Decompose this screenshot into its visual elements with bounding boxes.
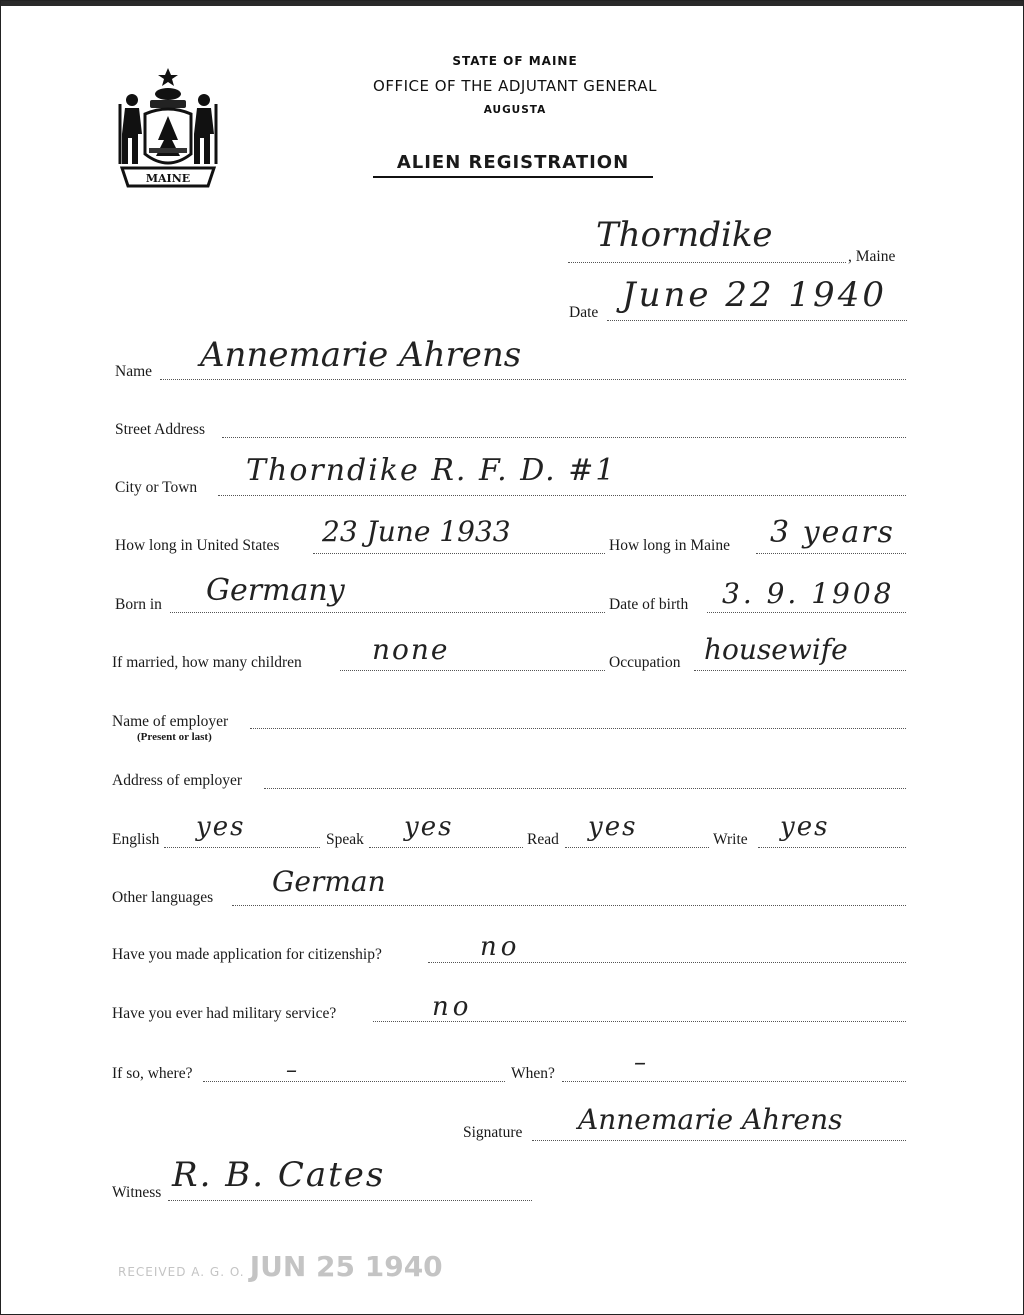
maine-duration-value: 3 years [770,515,895,550]
citizenship-value: no [480,932,521,962]
maine-duration-label: How long in Maine [609,537,730,554]
other-languages-value: German [272,865,386,898]
maine-duration-line [756,553,906,554]
us-duration-label: How long in United States [115,537,280,554]
speak-label: Speak [326,831,364,848]
employer-line [250,728,906,729]
us-duration-line [313,553,605,554]
signature-value: Annemarie Ahrens [578,1103,843,1136]
city-value: Thorndike R. F. D. #1 [246,453,617,488]
state-heading: STATE OF MAINE [452,54,578,68]
employer-label: Name of employer [112,713,229,730]
english-value: yes [196,812,246,842]
employer-sublabel: (Present or last) [137,731,212,743]
where-label: If so, where? [112,1065,193,1082]
us-duration-value: 23 June 1933 [322,515,511,548]
employer-address-label: Address of employer [112,772,242,789]
city-label: City or Town [115,479,198,496]
witness-value: R. B. Cates [172,1155,386,1195]
dob-line [707,612,906,613]
write-line [758,847,906,848]
place-line [568,262,846,263]
when-label: When? [511,1065,555,1082]
date-value: June 22 1940 [622,275,887,315]
read-label: Read [527,831,559,848]
office-heading: OFFICE OF THE ADJUTANT GENERAL [373,77,657,95]
name-line [160,379,906,380]
speak-line [369,847,523,848]
signature-label: Signature [463,1124,523,1141]
born-line [170,612,605,613]
witness-line [168,1200,532,1201]
signature-line [532,1140,906,1141]
military-value: no [432,992,473,1022]
place-suffix: , Maine [848,248,896,265]
state-of-maine-seal [112,64,224,190]
other-languages-line [232,905,906,906]
stamp-prefix: RECEIVED A. G. O. [118,1265,245,1279]
write-value: yes [780,812,830,842]
city-heading: AUGUSTA [483,104,547,116]
born-value: Germany [206,573,345,608]
dob-value: 3. 9. 1908 [722,577,895,610]
english-line [164,847,320,848]
witness-label: Witness [112,1184,162,1201]
occupation-line [694,670,906,671]
citizenship-line [428,962,906,963]
date-line [607,320,907,321]
where-line [203,1081,505,1082]
employer-address-line [264,788,906,789]
citizenship-label: Have you made application for citizenship? [112,946,382,963]
form-title: ALIEN REGISTRATION [373,152,653,178]
occupation-value: housewife [704,633,848,666]
dob-label: Date of birth [609,596,689,613]
name-value: Annemarie Ahrens [200,335,522,375]
when-line [562,1081,906,1082]
name-label: Name [115,363,153,380]
english-label: English [112,831,160,848]
children-line [340,670,605,671]
read-value: yes [588,812,638,842]
seal-scroll-text: MAINE [145,172,191,185]
where-value: – [286,1058,297,1083]
other-languages-label: Other languages [112,889,214,906]
street-label: Street Address [115,421,205,438]
place-value: Thorndike [596,215,773,255]
when-value: – [634,1048,646,1076]
children-label: If married, how many children [112,654,302,671]
read-line [565,847,709,848]
speak-value: yes [404,812,454,842]
write-label: Write [713,831,748,848]
date-label: Date [569,304,599,321]
street-line [222,437,906,438]
stamp-date: JUN 25 1940 [249,1250,443,1283]
received-stamp [118,1250,443,1283]
military-label: Have you ever had military service? [112,1005,337,1022]
occupation-label: Occupation [609,654,681,671]
city-line [218,495,906,496]
born-label: Born in [115,596,162,613]
children-value: none [372,633,450,666]
